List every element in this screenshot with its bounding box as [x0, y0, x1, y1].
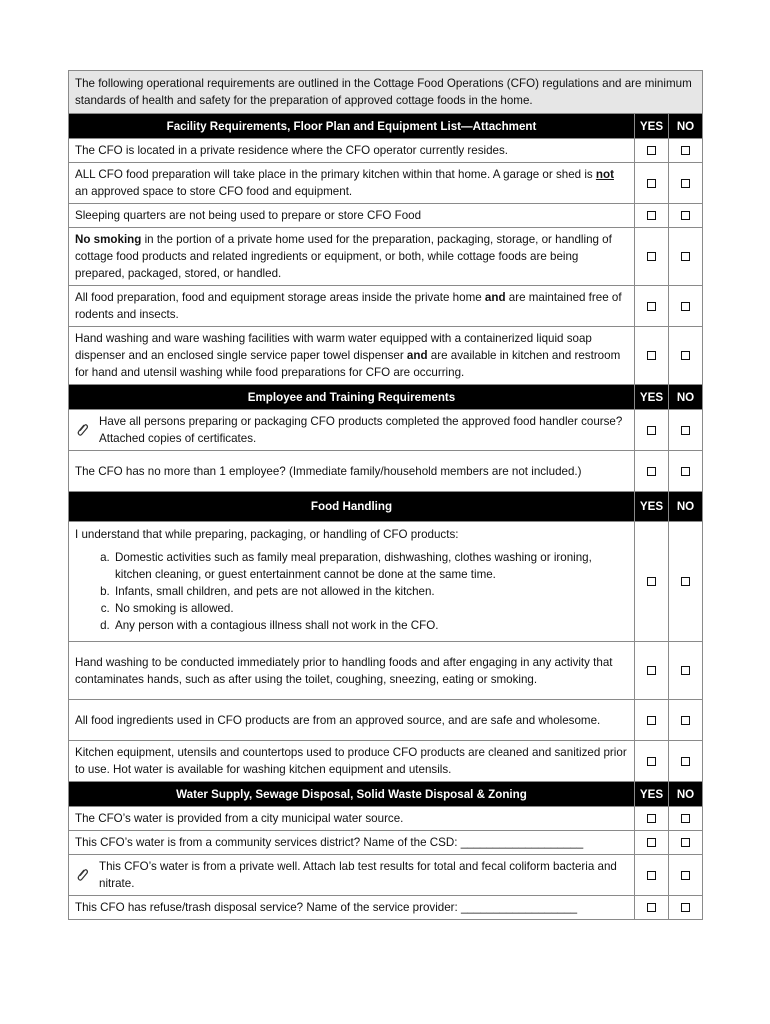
section-header-facility: [69, 114, 703, 139]
section-header-food: [69, 492, 703, 522]
question-row: [69, 855, 703, 896]
no-checkbox[interactable]: [681, 252, 690, 261]
section-title-facility: Facility Requirements, Floor Plan and Equipment List—Attachment: [69, 114, 635, 139]
no-column-header: NO: [669, 114, 703, 139]
question-text: Sleeping quarters are not being used to prepare or store CFO Food: [69, 204, 635, 228]
question-text: The CFO’s water is provided from a city municipal water source.: [69, 807, 635, 831]
question-text: No smoking in the portion of a private home used for the preparation, packaging, storage, or handling of cottage food products and related ingredients or equipment, or both, while cottage foods are being prepared, packaged, stored, or handled.: [69, 228, 635, 286]
no-checkbox[interactable]: [681, 814, 690, 823]
yes-checkbox[interactable]: [647, 146, 656, 155]
no-checkbox[interactable]: [681, 666, 690, 675]
section-title-water: Water Supply, Sewage Disposal, Solid Waste Disposal & Zoning: [69, 782, 635, 807]
question-row: [69, 642, 703, 700]
yes-checkbox[interactable]: [647, 179, 656, 188]
question-text: This CFO’s water is from a private well. Attach lab test results for total and fecal coliform bacteria and nitrate.: [99, 860, 617, 890]
no-checkbox[interactable]: [681, 903, 690, 912]
section-header-employee: [69, 385, 703, 410]
question-text: All food ingredients used in CFO products are from an approved source, and are safe and wholesome.: [69, 700, 635, 741]
question-row: [69, 163, 703, 204]
question-row: [69, 204, 703, 228]
question-row: [69, 807, 703, 831]
yes-checkbox[interactable]: [647, 426, 656, 435]
no-checkbox[interactable]: [681, 351, 690, 360]
no-checkbox[interactable]: [681, 426, 690, 435]
section-header-water: [69, 782, 703, 807]
question-row: [69, 831, 703, 855]
yes-checkbox[interactable]: [647, 351, 656, 360]
intro-text: The following operational requirements are outlined in the Cottage Food Operations (CFO) regulations and are minimum standards of health and safety for the preparation of approved cottage foods in the home.: [69, 71, 703, 114]
yes-checkbox[interactable]: [647, 467, 656, 476]
yes-checkbox[interactable]: [647, 211, 656, 220]
question-row: [69, 700, 703, 741]
list-item: d. Any person with a contagious illness shall not work in the CFO.: [113, 617, 628, 634]
question-row: [69, 451, 703, 492]
yes-checkbox[interactable]: [647, 814, 656, 823]
list-item: b. Infants, small children, and pets are not allowed in the kitchen.: [113, 583, 628, 600]
section-title-employee: Employee and Training Requirements: [69, 385, 635, 410]
question-text: I understand that while preparing, packaging, or handling of CFO products:: [75, 528, 459, 541]
yes-checkbox[interactable]: [647, 903, 656, 912]
yes-checkbox[interactable]: [647, 252, 656, 261]
yes-checkbox[interactable]: [647, 666, 656, 675]
yes-column-header: YES: [635, 385, 669, 410]
question-row: [69, 896, 703, 920]
no-column-header: NO: [669, 385, 703, 410]
question-row: [69, 286, 703, 327]
question-text: The CFO has no more than 1 employee? (Immediate family/household members are not included.): [69, 451, 635, 492]
question-text: Have all persons preparing or packaging CFO products completed the approved food handler course? Attached copies of certificates.: [99, 415, 623, 445]
no-checkbox[interactable]: [681, 179, 690, 188]
question-row: [69, 228, 703, 286]
yes-checkbox[interactable]: [647, 577, 656, 586]
list-item: c. No smoking is allowed.: [113, 600, 628, 617]
yes-column-header: YES: [635, 782, 669, 807]
no-checkbox[interactable]: [681, 467, 690, 476]
question-cell: [69, 410, 635, 451]
yes-checkbox[interactable]: [647, 871, 656, 880]
question-text: This CFO’s water is from a community services district? Name of the CSD: ___________________: [69, 831, 635, 855]
no-checkbox[interactable]: [681, 577, 690, 586]
question-text: Hand washing to be conducted immediately prior to handling foods and after engaging in any activity that contaminates hands, such as after using the toilet, coughing, sneezing, eating or smoking.: [69, 642, 635, 700]
question-text: Hand washing and ware washing facilities with warm water equipped with a containerized liquid soap dispenser and an enclosed single service paper towel dispenser and are available in kitchen and restroom for hand and utensil washing while food preparations for CFO are occurring.: [69, 327, 635, 385]
paperclip-icon: [75, 422, 89, 438]
question-row: [69, 741, 703, 782]
no-checkbox[interactable]: [681, 871, 690, 880]
question-text: All food preparation, food and equipment storage areas inside the private home and are maintained free of rodents and insects.: [69, 286, 635, 327]
no-checkbox[interactable]: [681, 838, 690, 847]
no-checkbox[interactable]: [681, 146, 690, 155]
no-checkbox[interactable]: [681, 302, 690, 311]
question-cell: [69, 522, 635, 642]
no-checkbox[interactable]: [681, 757, 690, 766]
question-row: [69, 139, 703, 163]
question-text: This CFO has refuse/trash disposal service? Name of the service provider: __________________: [69, 896, 635, 920]
cfo-requirements-table: [68, 70, 703, 920]
yes-checkbox[interactable]: [647, 302, 656, 311]
yes-column-header: YES: [635, 114, 669, 139]
question-text: ALL CFO food preparation will take place in the primary kitchen within that home. A garage or shed is not an approved space to store CFO food and equipment.: [69, 163, 635, 204]
list-item: a. Domestic activities such as family meal preparation, dishwashing, clothes washing or ironing, kitchen cleaning, or guest entertainment cannot be done at the same time.: [113, 549, 628, 583]
question-row: [69, 327, 703, 385]
question-cell: [69, 855, 635, 896]
question-row: [69, 410, 703, 451]
yes-checkbox[interactable]: [647, 838, 656, 847]
intro-row: [69, 71, 703, 114]
question-text: Kitchen equipment, utensils and countertops used to produce CFO products are cleaned and sanitized prior to use. Hot water is available for washing kitchen equipment and utensils.: [69, 741, 635, 782]
no-checkbox[interactable]: [681, 211, 690, 220]
yes-column-header: YES: [635, 492, 669, 522]
no-column-header: NO: [669, 782, 703, 807]
paperclip-icon: [75, 867, 89, 883]
yes-checkbox[interactable]: [647, 716, 656, 725]
question-row: [69, 522, 703, 642]
no-checkbox[interactable]: [681, 716, 690, 725]
no-column-header: NO: [669, 492, 703, 522]
yes-checkbox[interactable]: [647, 757, 656, 766]
question-text: The CFO is located in a private residence where the CFO operator currently resides.: [69, 139, 635, 163]
food-handling-list: [75, 549, 628, 634]
section-title-food: Food Handling: [69, 492, 635, 522]
